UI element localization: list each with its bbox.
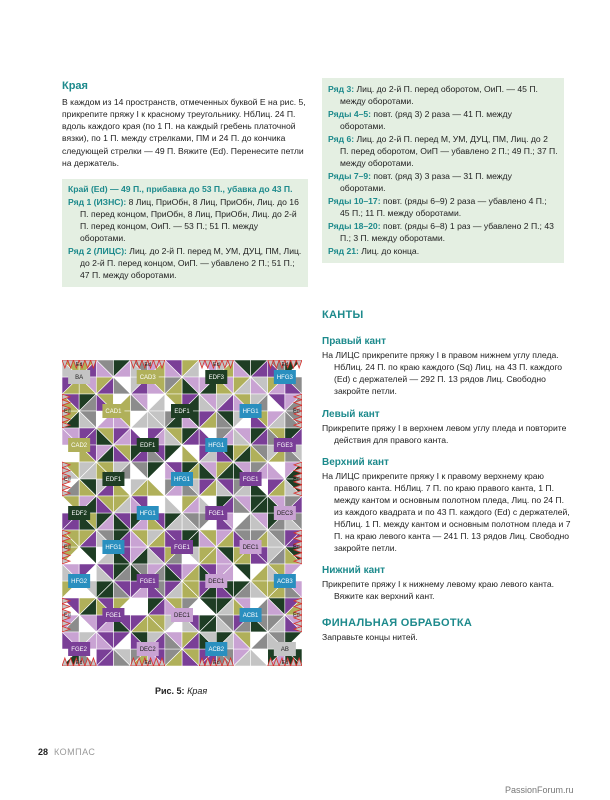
borders-subsections	[322, 335, 572, 601]
figure-caption	[155, 685, 207, 698]
edge-rows	[68, 196, 302, 281]
edge-label: Ed	[281, 660, 289, 666]
square-label: EDF1	[105, 477, 122, 484]
edge-row-label: Ряд 21:	[328, 246, 359, 257]
edge-label: Ed	[64, 612, 71, 619]
edge-label: Ed	[64, 544, 71, 551]
edge-row	[328, 133, 558, 169]
edge-row-text: повт. (ряды 6–8) 1 раз — убавлено 2 П.; 43 П.; 3 П. между оборотами.	[340, 221, 554, 244]
edge-row	[328, 245, 558, 257]
square-label: FGE1	[242, 477, 259, 484]
border-subsection-text: Прикрепите пряжу I в верхнем левом углу пледа и повторите действия для правого канта.	[322, 422, 567, 445]
edge-label: Ed	[212, 660, 220, 666]
square-label: DEC1	[173, 613, 191, 620]
square-label: HFG2	[71, 579, 88, 586]
square-label: HFG1	[139, 511, 156, 518]
square-label: FGE1	[139, 579, 156, 586]
edges-title: Края	[62, 80, 88, 92]
square-label: FGE2	[71, 647, 87, 654]
edge-row-label: Ряды 18–20:	[328, 221, 381, 232]
edge-row-label: Ряд 2 (ЛИЦС):	[68, 245, 127, 256]
watermark: PassionForum.ru	[505, 785, 574, 795]
square-label: HFG1	[105, 545, 122, 552]
square-label: FGE1	[174, 545, 190, 552]
magazine-name: КОМПАС	[54, 747, 96, 757]
border-subsection	[322, 456, 572, 554]
finishing-text: Заправьте концы нитей.	[322, 632, 418, 643]
edge-label: Ed	[64, 408, 71, 415]
square-label: EDF3	[208, 375, 224, 382]
page-number: 28	[38, 747, 49, 757]
edge-row-text: Лиц. до 2-й П. перед М, УМ, ДУЦ, ПМ, Лиц. до 2 П. перед оборотом, ОиП — убавлено 2 П.; 49 П.; 37 П. между оборотами.	[340, 134, 558, 169]
square-label: ACB1	[242, 613, 259, 620]
border-subsection-text: На ЛИЦС прикрепите пряжу I к правому верхнему краю правого канта. НбЛиц. 7 П. по краю правого канта, 1 П. между кантом и основным полотном пледа, Лиц. по 24 П. из каждого квадрата и по 43 П. каждого (Ed) с держателей, НбЛиц. 1 П. между кантом и основным полотном пледа и 7 П. на краю левого канта — 241 П. 13 рядов Лиц. Свободно закройте петли.	[322, 470, 571, 553]
square-label: FGE1	[208, 511, 225, 518]
edge-row	[328, 83, 558, 107]
edge-row-text: Лиц. до 2-й П. перед оборотом, ОиП. — 45 П. между оборотами.	[340, 84, 538, 107]
square-label: EDF2	[71, 511, 87, 518]
borders-section	[322, 308, 572, 643]
square-label: FGE3	[277, 443, 293, 450]
edge-label: Ed	[144, 362, 152, 368]
square-label: DEC1	[208, 579, 225, 586]
square-label: DEC2	[139, 647, 156, 654]
border-subsection-text: Прикрепите пряжу I к нижнему левому краю левого канта. Вяжите как верхний кант.	[322, 578, 555, 601]
square-label: DEC1	[242, 545, 259, 552]
square-label: HFG1	[208, 443, 225, 450]
border-subsection-title: Верхний кант	[322, 456, 389, 468]
edge-box-title: Край (Ed) — 49 П., прибавка до 53 П., убавка до 43 П.	[68, 183, 293, 194]
edge-label: Ed	[64, 476, 71, 483]
blanket-diagram	[62, 360, 302, 666]
left-column	[62, 79, 308, 287]
edge-row-text: 8 Лиц, ПриОбн, 8 Лиц, ПриОбн, Лиц. до 16 П. перед концом, ПриОбн, 8 Лиц, ПриОбн, Лиц. до 2-й П. перед концом, ОиП. — 53 П.; 51 П. между оборотами.	[80, 196, 299, 243]
edge-row	[328, 195, 558, 219]
edge-label: Ed	[293, 476, 300, 483]
edge-row-label: Ряды 4–5:	[328, 109, 372, 120]
border-subsection-title: Левый кант	[322, 408, 380, 420]
edge-row	[328, 220, 558, 244]
edge-row-label: Ряд 6:	[328, 134, 355, 145]
edge-pattern-box	[62, 179, 308, 287]
square-label: HFG1	[242, 409, 259, 416]
border-subsection	[322, 335, 572, 397]
edge-rows-continued	[322, 78, 564, 263]
edge-label: Ed	[144, 660, 152, 666]
figure-caption-text: Края	[187, 686, 208, 696]
border-subsection-text: На ЛИЦС прикрепите пряжу I в правом нижнем углу пледа. НбЛиц. 24 П. по краю каждого (Sq) Лиц. на 43 П. каждого (Ed) с держателей — 292 П. 13 рядов Лиц. Свободно закройте петли.	[322, 350, 563, 397]
square-label: BA	[75, 375, 84, 382]
edge-row-label: Ряд 1 (ИЗНС):	[68, 196, 127, 207]
edge-row	[328, 108, 558, 132]
border-subsection-title: Правый кант	[322, 336, 386, 348]
edges-intro: В каждом из 14 пространств, отмеченных буквой E на рис. 5, прикрепите пряжу I к красному треугольнику. НбЛиц. 24 П. вдоль каждого края (по 1 П. на каждый гребень платочной вязки), по 1 П. между стрелками, ПМ и 24 П. до кончика следующей стрелки — 49 П. Вяжите (Ed). Перенесите петли на держатель.	[62, 97, 306, 168]
edge-label: Ed	[75, 362, 83, 368]
edge-row-text: повт. (ряд 3) 2 раза — 41 П. между оборотами.	[340, 109, 512, 132]
edge-row-text: Лиц. до 2-й П. перед М, УМ, ДУЦ, ПМ, Лиц. до 2-й П. перед концом, ОиП. — убавлено 2 П.; 51 П.; 47 П. между оборотами.	[80, 245, 302, 280]
edge-row	[68, 245, 302, 281]
edge-label: Ed	[281, 362, 289, 368]
border-subsection-title: Нижний кант	[322, 564, 386, 576]
edge-label: Ed	[75, 660, 83, 666]
square-label: ACB2	[208, 647, 225, 654]
edge-label: Ed	[293, 544, 300, 551]
edge-row-label: Ряд 3:	[328, 84, 355, 94]
edge-row	[68, 196, 302, 244]
square-label: AB	[280, 647, 289, 654]
square-label: EDF1	[140, 443, 156, 450]
square-label: ACB3	[277, 579, 293, 586]
edge-label: Ed	[293, 612, 300, 619]
edge-label: Ed	[293, 408, 300, 415]
border-subsection	[322, 408, 572, 446]
figure-caption-label: Рис. 5:	[155, 686, 185, 696]
square-label: FGE1	[105, 613, 122, 620]
edge-row-label: Ряды 10–17:	[328, 196, 381, 207]
finishing-title: ФИНАЛЬНАЯ ОБРАБОТКА	[322, 616, 473, 629]
square-label: CAD2	[71, 443, 88, 450]
square-label: DEC3	[276, 511, 293, 518]
edge-row-label: Ряды 7–9:	[328, 171, 372, 182]
edge-row-text: Лиц. до конца.	[358, 246, 420, 257]
square-label: HFG1	[173, 477, 191, 484]
square-label: EDF1	[174, 409, 190, 416]
borders-title: КАНТЫ	[322, 309, 364, 321]
edge-label: Ed	[212, 362, 220, 368]
edge-row	[328, 170, 558, 194]
square-label: CAD3	[139, 375, 156, 382]
edge-row-text: повт. (ряд 3) 3 раза — 31 П. между оборотами.	[340, 171, 512, 194]
edge-row-text: повт. (ряды 6–9) 2 раза — убавлено 4 П.; 45 П.; 11 П. между оборотами.	[340, 196, 547, 219]
square-label: CAD1	[105, 409, 122, 416]
page-footer	[38, 746, 95, 759]
square-label: HFG3	[276, 375, 293, 382]
border-subsection	[322, 564, 572, 602]
